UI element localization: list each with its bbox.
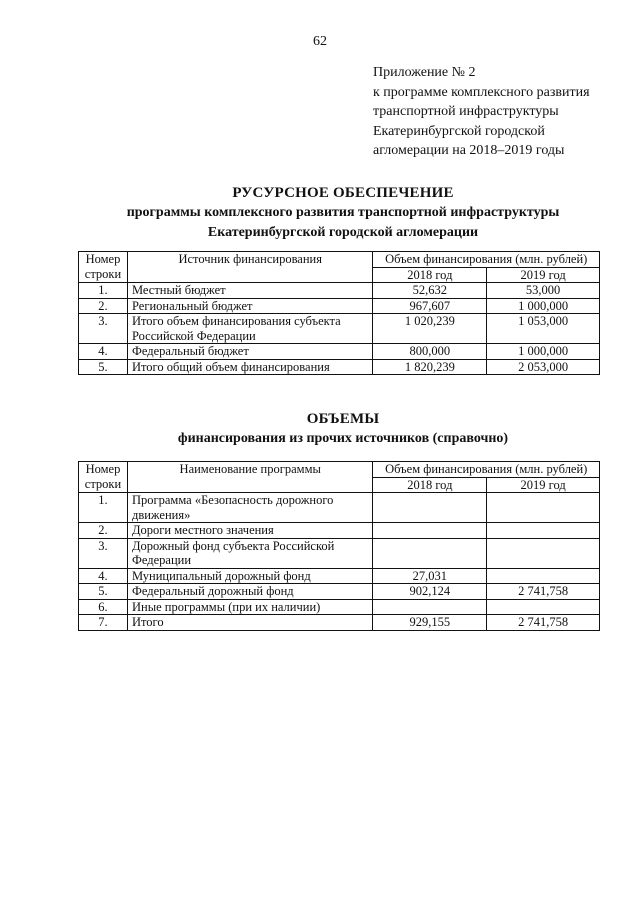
resource-table [78, 251, 600, 375]
row-program: Муниципальный дорожный фонд [127, 568, 372, 584]
row-value-2018 [373, 493, 487, 523]
header-num: Номер [79, 462, 128, 478]
row-value-2019 [487, 599, 600, 615]
row-value-2019 [487, 523, 600, 539]
appendix-note [373, 63, 590, 161]
row-value-2018: 967,607 [373, 298, 487, 314]
header-program-name: Наименование программы [127, 462, 372, 493]
row-number: 3. [79, 538, 128, 568]
row-number: 2. [79, 298, 128, 314]
row-program: Иные программы (при их наличии) [127, 599, 372, 615]
header-source: Источник финансирования [127, 252, 372, 283]
row-value-2018 [373, 538, 487, 568]
table-row [79, 523, 600, 539]
row-value-2019: 2 741,758 [487, 584, 600, 600]
row-value-2018: 800,000 [373, 344, 487, 360]
table-row [79, 344, 600, 360]
row-value-2018 [373, 523, 487, 539]
row-source: Федеральный бюджет [127, 344, 372, 360]
table-row [79, 568, 600, 584]
header-volume: Объем финансирования (млн. рублей) [373, 462, 600, 478]
row-number: 6. [79, 599, 128, 615]
row-value-2019 [487, 538, 600, 568]
row-number: 1. [79, 283, 128, 299]
section1-subtitle-line: Екатеринбургской городской агломерации [207, 225, 479, 240]
header-year-2018: 2018 год [373, 267, 487, 283]
table-row [79, 314, 600, 344]
table-row [79, 493, 600, 523]
row-value-2019: 53,000 [487, 283, 600, 299]
row-value-2018: 1 820,239 [373, 359, 487, 375]
appendix-line: агломерации на 2018–2019 годы [373, 143, 565, 158]
section1-title: РУСУРСНОЕ ОБЕСПЕЧЕНИЕ [232, 185, 454, 201]
row-value-2018: 52,632 [373, 283, 487, 299]
header-num-line2: строки [79, 267, 128, 283]
table-row [79, 599, 600, 615]
row-number: 7. [79, 615, 128, 631]
header-num: Номер [79, 252, 128, 268]
appendix-line: к программе комплексного развития [373, 84, 590, 100]
other-sources-table [78, 461, 600, 631]
row-value-2019: 1 000,000 [487, 344, 600, 360]
row-value-2018: 929,155 [373, 615, 487, 631]
row-source: Местный бюджет [127, 283, 372, 299]
row-program: Дорожный фонд субъекта Российской Федерации [127, 538, 372, 568]
header-year-2019: 2019 год [487, 267, 600, 283]
appendix-line: Екатеринбургской городской [373, 123, 545, 139]
row-program: Программа «Безопасность дорожного движения» [127, 493, 372, 523]
row-number: 5. [79, 359, 128, 375]
row-value-2019: 1 000,000 [487, 298, 600, 314]
header-year-2019: 2019 год [487, 477, 600, 493]
appendix-line: транспортной инфраструктуры [373, 104, 559, 119]
table-row [79, 359, 600, 375]
row-value-2019: 2 741,758 [487, 615, 600, 631]
row-source: Итого общий объем финансирования [127, 359, 372, 375]
row-program: Федеральный дорожный фонд [127, 584, 372, 600]
appendix-line: Приложение № 2 [373, 65, 476, 80]
section2-heading [0, 409, 640, 449]
row-value-2018: 902,124 [373, 584, 487, 600]
section2-subtitle: финансирования из прочих источников (справочно) [177, 431, 509, 446]
row-program: Итого [127, 615, 372, 631]
section2-title: ОБЪЕМЫ [306, 411, 380, 427]
row-source: Итого объем финансирования субъекта Российской Федерации [127, 314, 372, 344]
header-volume: Объем финансирования (млн. рублей) [373, 252, 600, 268]
row-value-2018: 1 020,239 [373, 314, 487, 344]
header-year-2018: 2018 год [373, 477, 487, 493]
section1-subtitle-line: программы комплексного развития транспортной инфраструктуры [126, 205, 560, 220]
row-value-2019 [487, 568, 600, 584]
row-source: Региональный бюджет [127, 298, 372, 314]
row-value-2019 [487, 493, 600, 523]
row-program: Дороги местного значения [127, 523, 372, 539]
table-row [79, 298, 600, 314]
row-value-2019: 1 053,000 [487, 314, 600, 344]
row-number: 1. [79, 493, 128, 523]
page-number: 62 [313, 34, 327, 49]
row-number: 3. [79, 314, 128, 344]
row-number: 4. [79, 344, 128, 360]
row-number: 5. [79, 584, 128, 600]
table-row [79, 584, 600, 600]
row-number: 2. [79, 523, 128, 539]
table-row [79, 538, 600, 568]
table-row [79, 283, 600, 299]
row-value-2018: 27,031 [373, 568, 487, 584]
section1-heading [0, 183, 640, 243]
row-number: 4. [79, 568, 128, 584]
row-value-2018 [373, 599, 487, 615]
header-num-line2: строки [79, 477, 128, 493]
table-row [79, 615, 600, 631]
row-value-2019: 2 053,000 [487, 359, 600, 375]
